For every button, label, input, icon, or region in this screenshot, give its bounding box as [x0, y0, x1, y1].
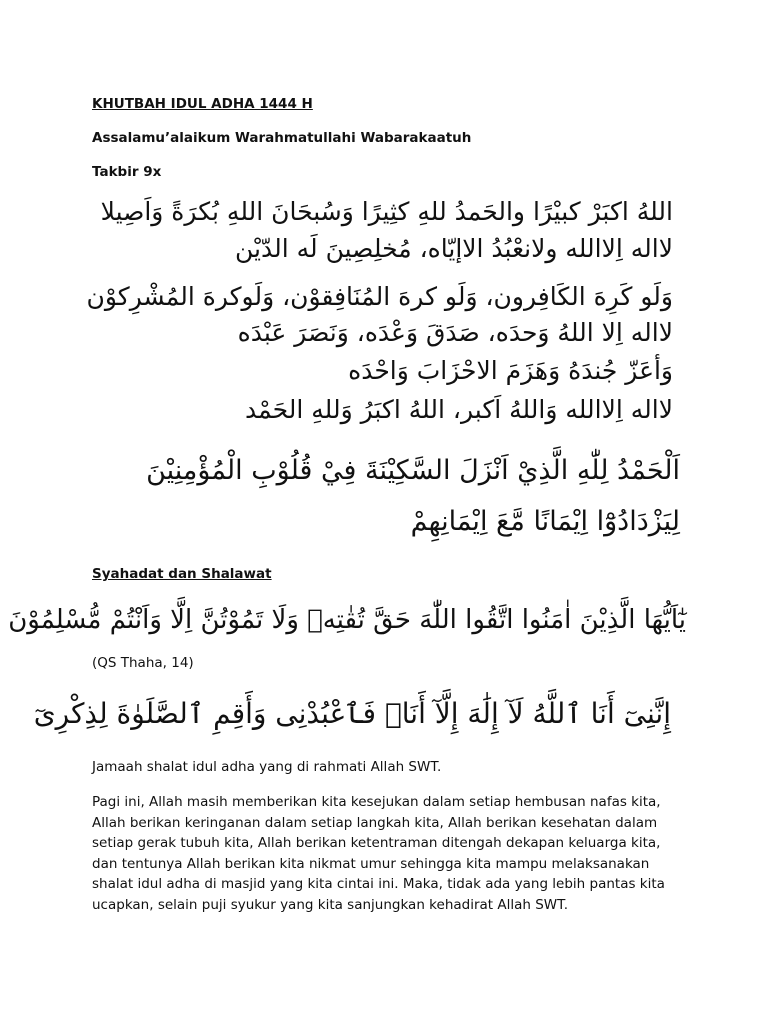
takbir-line-4: لااله اِلا اللهُ وَحدَه، صَدَقَ وَعْدَه، وَنَصَرَ عَبْدَه [237, 318, 673, 347]
section-heading: Syahadat dan Shalawat [92, 566, 272, 582]
takbir-line-5: وَأعَزّ جُندَهُ وَهَزَمَ الاحْزَابَ وَاحْدَه [348, 356, 673, 385]
takbir-line-2: لااله اِلاالله ولانعْبُدُ الاإيّاه، مُخلِصِينَ لَه الدّيْن [234, 234, 673, 263]
takbir-line-6: لااله اِلاالله وَاللهُ اَكبر، اللهُ اكبَرُ وَللهِ الحَمْد [245, 395, 673, 424]
document-title: KHUTBAH IDUL ADHA 1444 H [92, 96, 313, 112]
hamdalah-line-1: اَلْحَمْدُ لِلّٰهِ الَّذِيْ اَنْزَلَ السَّكِيْنَةَ فِيْ قُلُوْبِ الْمُؤْمِنِيْنَ [146, 455, 680, 486]
hamdalah-line-2: لِيَزْدَادُوْٓا اِيْمَانًا مَّعَ اِيْمَانِهِمْ [410, 506, 680, 537]
qs-reference: (QS Thaha, 14) [92, 655, 194, 671]
takbir-line-1: اللهُ اكبَرْ كبيْرًا والحَمدُ للهِ كثِيرًا وَسُبحَانَ اللهِ بُكرَةً وَاَصِيلا [100, 197, 673, 226]
verse-thaha: إِنَّنِىٓ أَنَا ٱللَّهُ لَآ إِلَٰهَ إِلَّآ أَنَا۠ فَٱعْبُدْنِى وَأَقِمِ ٱلصَّلَوٰةَ لِذِكْرِىٓ [33, 697, 671, 730]
opening-paragraph: Pagi ini, Allah masih memberikan kita kesejukan dalam setiap hembusan nafas kita, Allah berikan keringanan dalam setiap langkah kita, Allah berikan kesehatan dalam setiap gerak tubuh kita, Allah berikan ketentraman ditengah dekapan keluarga kita, dan tentunya Allah berikan kita nikmat umur sehingga kita mampu melaksanakan shalat idul adha di masjid yang kita cintai ini. Maka, tidak ada yang lebih pantas kita ucapkan, selain puji syukur yang kita sanjungkan kehadirat Allah SWT. [92, 794, 665, 913]
greeting: Assalamu’alaikum Warahmatullahi Wabarakaatuh [92, 130, 472, 146]
address-line: Jamaah shalat idul adha yang di rahmati Allah SWT. [92, 759, 442, 775]
takbir-label: Takbir 9x [92, 164, 162, 180]
verse-ali-imran: يٰٓاَيُّهَا الَّذِيْنَ اٰمَنُوا اتَّقُوا اللّٰهَ حَقَّ تُقٰتِهٖ وَلَا تَمُوْتُنَّ اِلَّا وَاَنْتُمْ مُّسْلِمُوْنَ [8, 605, 686, 635]
takbir-line-3: وَلَو كَرِهَ الكَافِرون، وَلَو كرهَ المُنَافِقوْن، وَلَوكرهَ المُشْرِكوْن [86, 282, 673, 311]
